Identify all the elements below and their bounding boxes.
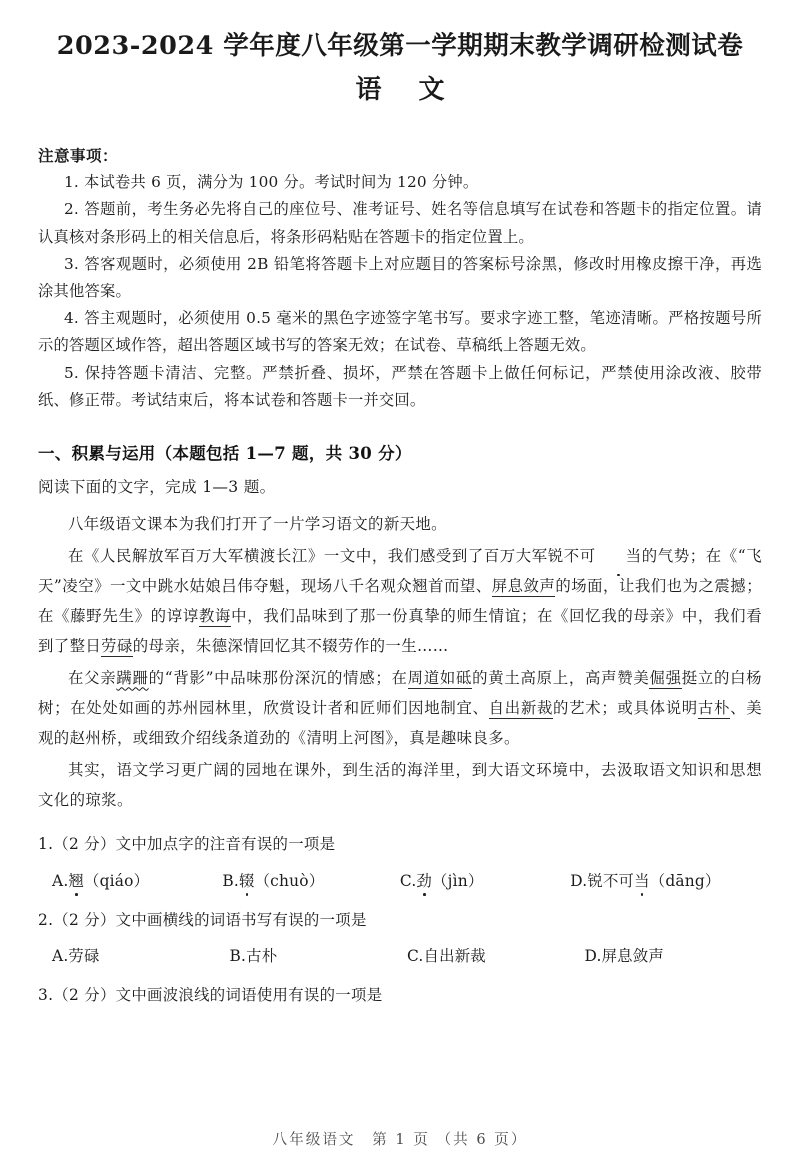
passage-paragraph-1 [38, 509, 762, 539]
option-pinyin: （jìn） [432, 871, 484, 890]
underlined-phrase: 劳碌 [101, 637, 133, 656]
section-heading: 一、积累与运用（本题包括 1—7 题，共 30 分） [38, 444, 412, 464]
option-b[interactable] [222, 869, 400, 891]
option-text: 劳碌 [68, 946, 100, 965]
underlined-phrase: 教诲 [198, 607, 232, 626]
option-label: B. [222, 871, 239, 890]
section-lead: 阅读下面的文字，完成 1—3 题。 [38, 478, 276, 497]
emphasis-dot-char: 当 [596, 541, 642, 571]
passage-text: 其实，语文学习更广阔的园地在课外，到生活的海洋里，到大语文环境中，去汲取语文知识和思想文化的琼浆。 [38, 761, 762, 810]
passage-paragraph-3 [38, 663, 762, 753]
reading-passage [38, 509, 762, 815]
option-text: 古朴 [246, 946, 278, 965]
underlined-phrase: 自出新裁 [488, 699, 554, 718]
emphasis-dot-char: 当 [634, 869, 650, 891]
notice-item: 2. 答题前，考生务必先将自己的座位号、准考证号、姓名等信息填写在试卷和答题卡的指定位置。请认真核对条形码上的相关信息后，将条形码粘贴在答题卡的指定位置上。 [38, 200, 762, 246]
option-label: C. [407, 946, 424, 965]
wavy-underlined-phrase: 蹒跚 [116, 669, 149, 688]
option-a[interactable] [52, 869, 222, 891]
notice-item: 1. 本试卷共 6 页，满分为 100 分。考试时间为 120 分钟。 [64, 173, 479, 192]
question-options [38, 944, 762, 966]
notice-heading: 注意事项： [38, 146, 119, 166]
question-stem: 1.（2 分）文中加点字的注音有误的一项是 [38, 835, 336, 854]
passage-text: 、美观的赵州桥，或细致介绍线条道劲 [38, 699, 762, 748]
question-stem: 2.（2 分）文中画横线的词语书写有误的一项是 [38, 910, 367, 929]
question-3 [38, 982, 762, 1008]
passage-text: 中，我们品味到了那一份真挚的师生情谊；在《回忆我的母亲》中，我们看到了整日 [38, 607, 762, 656]
option-pinyin: （dāng） [649, 871, 721, 890]
option-prefix: 锐不可 [587, 871, 635, 890]
option-c[interactable] [407, 944, 585, 966]
passage-text: 在父亲 [68, 669, 117, 688]
passage-text: 的艺术；或具体说明 [553, 699, 698, 718]
passage-text: 的《清明上河图》，真是趣味良多。 [274, 729, 520, 748]
notice-item: 5. 保持答题卡清洁、完整。严禁折叠、损坏，严禁在答题卡上做任何标记，严禁使用涂改液、胶带纸、修正带。考试结束后，将本试卷和答题卡一并交回。 [38, 363, 762, 409]
passage-text: 的气势；在《“飞天”凌空》一文中跳水姑娘吕伟夺魁，现场八千名观众翘 [38, 547, 762, 596]
emphasis-dot-char: 翘 [68, 869, 84, 891]
passage-paragraph-4 [38, 755, 762, 815]
passage-text: 的“背影”中品味那份深沉的情感；在 [148, 669, 408, 688]
question-stem: 3.（2 分）文中画波浪线的词语使用有误的一项是 [38, 985, 383, 1004]
page-title: 2023-2024 学年度八年级第一学期期末教学调研检测试卷 [56, 31, 744, 61]
passage-text: 八年级语文课本为我们打开了一片学习语文的新天地。 [68, 515, 447, 534]
option-label: A. [52, 871, 69, 890]
passage-text: 劳作的一生…… [338, 637, 449, 656]
page-footer: 八年级语文 第 1 页 （共 6 页） [272, 1131, 528, 1148]
option-label: C. [399, 871, 417, 890]
emphasis-dot-char: 辍 [239, 869, 255, 891]
question-2 [38, 907, 762, 966]
option-label: D. [570, 871, 588, 890]
option-text: 自出新裁 [423, 946, 486, 965]
option-d[interactable] [570, 869, 748, 891]
passage-paragraph-2 [38, 541, 762, 661]
option-b[interactable] [230, 944, 408, 966]
option-text: 屏息敛声 [601, 946, 664, 965]
underlined-phrase: 周道如砥 [407, 669, 473, 688]
option-a[interactable] [52, 944, 230, 966]
underlined-phrase: 古朴 [697, 699, 731, 718]
passage-text: 的黄土高原上，高声赞美 [472, 669, 650, 688]
question-options [38, 869, 762, 891]
underlined-phrase: 屏息敛声 [491, 577, 556, 596]
option-pinyin: （chuò） [254, 871, 325, 890]
option-d[interactable] [585, 944, 763, 966]
option-label: B. [229, 946, 247, 965]
question-1 [38, 831, 762, 890]
passage-text: 挺立的白杨树；在处处如画的苏州园林里，欣赏设计者和匠师们因地制宜、 [38, 669, 762, 718]
underlined-phrase: 倔强 [649, 669, 682, 688]
option-c[interactable] [400, 869, 570, 891]
option-label: A. [52, 946, 69, 965]
option-label: D. [584, 946, 602, 965]
option-pinyin: （qiáo） [84, 871, 150, 890]
notice-item: 3. 答客观题时，必须使用 2B 铅笔将答题卡上对应题目的答案标号涂黑，修改时用橡皮擦干净，再选涂其他答案。 [38, 254, 762, 301]
exam-page [0, 30, 800, 1167]
emphasis-dot-char: 劲 [416, 869, 432, 891]
notice-section [38, 144, 762, 414]
passage-text: 在《人民解放军百万大军横渡长江》一文中，我们感受到了百万大军锐不可 [68, 547, 596, 566]
subject-title: 语 文 [355, 75, 459, 106]
passage-text: 首而望、 [428, 577, 492, 596]
passage-text: 的场面，让我们也为之震撼；在《藤野先生》的谆谆 [38, 577, 762, 626]
passage-text: 的母亲，朱德深情回忆其不辍 [132, 637, 339, 656]
notice-item: 4. 答主观题时，必须使用 0.5 毫米的黑色字迹签字笔书写。要求字迹工整，笔迹清晰。严格按题号所示的答题区域作答，超出答题区域书写的答案无效；在试卷、草稿纸上答题无效。 [38, 309, 762, 355]
